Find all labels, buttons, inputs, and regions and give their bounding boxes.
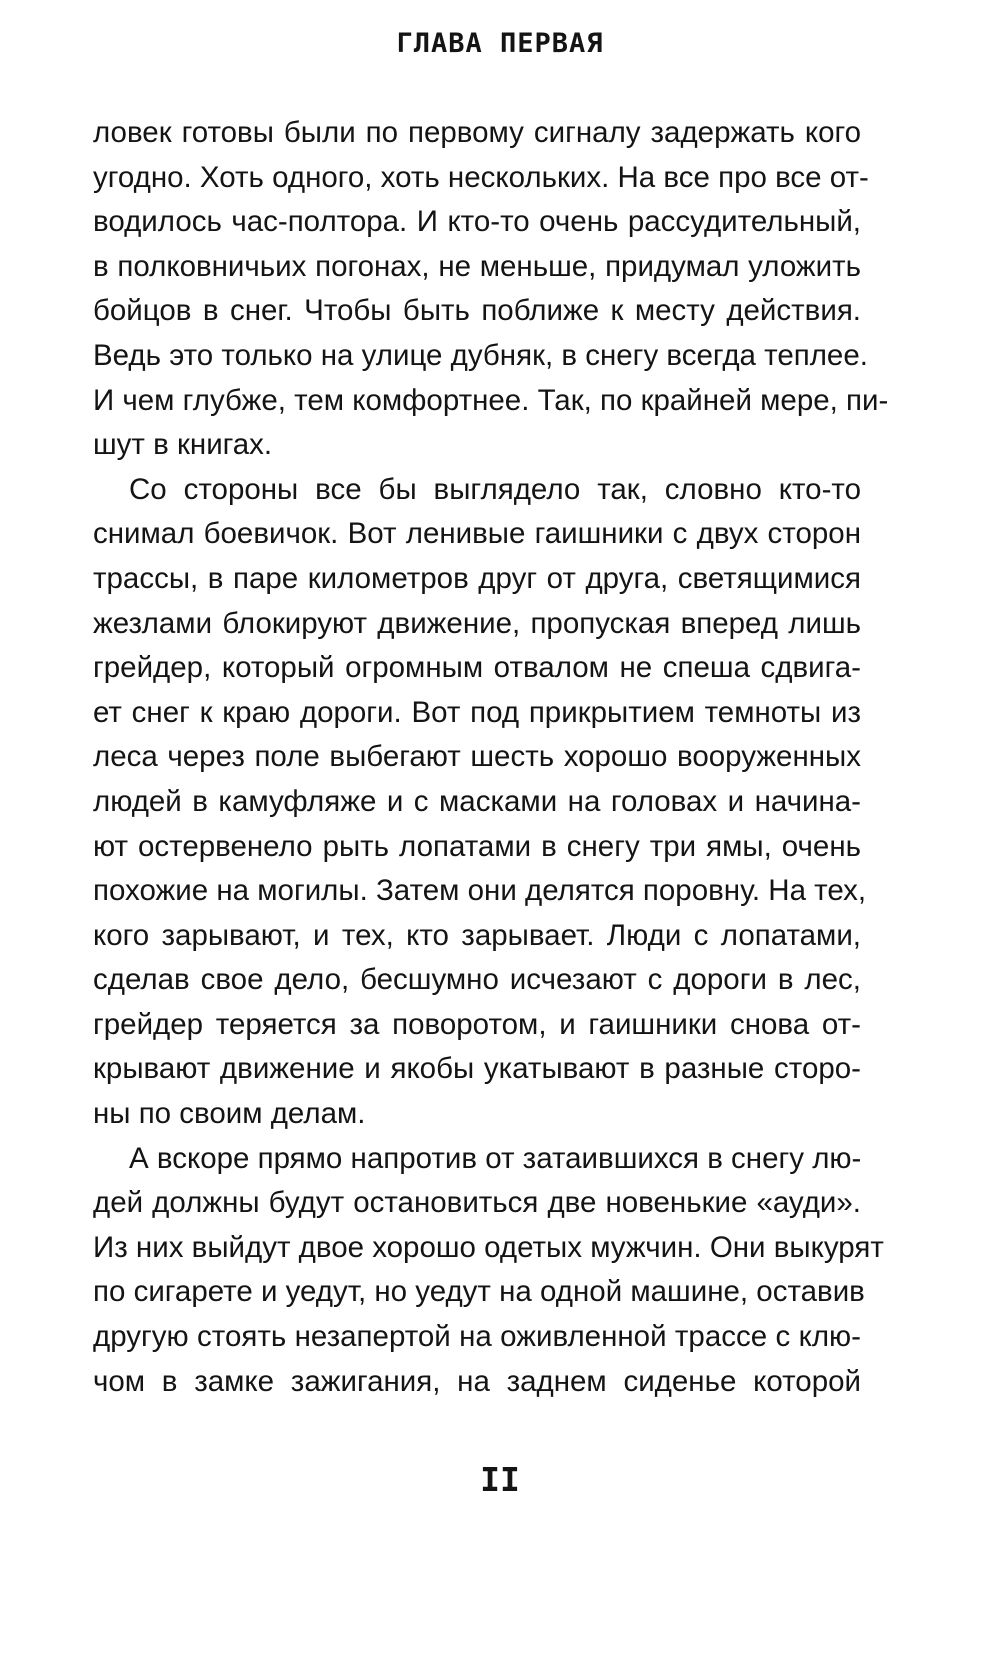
text-line: снимал боевичок. Вот ленивые гаишники с двух сторон	[93, 517, 861, 551]
text-line: ны по своим делам.	[93, 1097, 366, 1131]
text-line: чом в замке зажигания, на заднем сиденье которой	[93, 1364, 861, 1398]
text-line: ют остервенело рыть лопатами в снегу три ямы, очень	[93, 829, 861, 863]
text-line: угодно. Хоть одного, хоть нескольких. На все про все от-	[93, 160, 869, 194]
text-line: сделав свое дело, бесшумно исчезают с дороги в лес,	[93, 963, 861, 997]
text-line: другую стоять незапертой на оживленной трассе с клю-	[93, 1320, 861, 1354]
text-line: ловек готовы были по первому сигналу задержать кого	[93, 116, 861, 149]
text-line: трассы, в паре километров друг от друга, светящимися	[93, 561, 861, 595]
text-line: жезлами блокируют движение, пропуская вперед лишь	[93, 606, 861, 640]
text-line: леса через поле выбегают шесть хорошо вооруженных	[93, 740, 861, 774]
text-line: Со стороны все бы выглядело так, словно кто-то	[129, 472, 861, 506]
text-line: грейдер, который огромным отвалом не спеша сдвига-	[93, 651, 861, 685]
text-line: грейдер теряется за поворотом, и гаишники снова от-	[93, 1007, 861, 1041]
paragraph	[93, 111, 889, 468]
text-line: И чем глубже, тем комфортнее. Так, по крайней мере, пи-	[93, 383, 889, 417]
text-line: А вскоре прямо напротив от затаившихся в снегу лю-	[129, 1141, 862, 1175]
text-line: ет снег к краю дороги. Вот под прикрытием темноты из	[93, 695, 861, 729]
running-head: ГЛАВА ПЕРВАЯ	[396, 28, 604, 59]
text-line: бойцов в снег. Чтобы быть поближе к месту действия.	[93, 294, 861, 328]
text-line: похожие на могилы. Затем они делятся поровну. На тех,	[93, 874, 867, 908]
text-line: по сигарете и уедут, но уедут на одной машине, оставив	[93, 1275, 865, 1309]
text-line: Ведь это только на улице дубняк, в снегу всегда теплее.	[93, 338, 868, 372]
text-line: в полковничьих погонах, не меньше, придумал уложить	[93, 249, 861, 283]
text-line: дей должны будут остановиться две новенькие «ауди».	[93, 1186, 861, 1220]
page-number: II	[480, 1460, 520, 1499]
paragraph	[93, 1137, 884, 1405]
text-line: Из них выйдут двое хорошо одетых мужчин. Они выкурят	[93, 1230, 884, 1264]
text-line: водилось час-полтора. И кто-то очень рассудительный,	[93, 205, 861, 239]
body-text	[93, 111, 889, 1404]
text-line: крывают движение и якобы укатывают в разные сторо-	[93, 1052, 861, 1086]
paragraph	[93, 468, 867, 1137]
text-line: кого зарывают, и тех, кто зарывает. Люди с лопатами,	[93, 918, 861, 952]
text-line: шут в книгах.	[93, 428, 273, 462]
text-line: людей в камуфляже и с масками на головах и начина-	[93, 784, 861, 818]
